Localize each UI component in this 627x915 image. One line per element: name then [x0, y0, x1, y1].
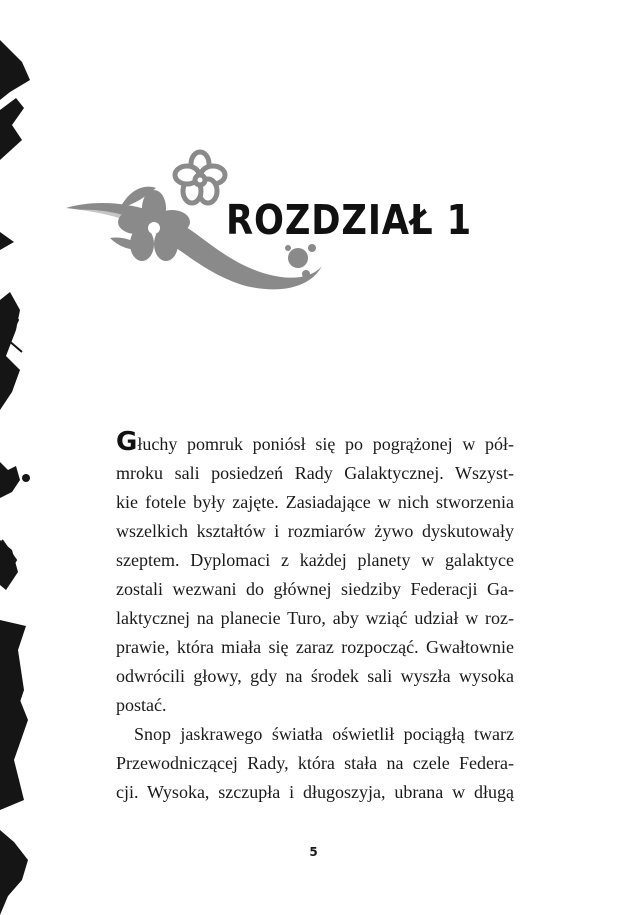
text-line: Przewodniczącej Rady, która stała na czele Federa- [116, 753, 514, 773]
text-line: szeptem. Dyplomaci z każdej planety w galaktyce [116, 550, 514, 570]
chapter-title: ROZDZIAŁ 1 [226, 196, 472, 244]
text-line: wszelkich kształtów i rozmiarów żywo dyskutowały [116, 521, 514, 541]
text-line: prawie, która miała się zaraz rozpocząć. Gwałtownie [116, 637, 514, 657]
body-text [116, 427, 514, 807]
paragraph-1 [116, 427, 514, 720]
page-number: 5 [309, 845, 318, 859]
text-line: postać. [116, 695, 167, 715]
paragraph-2 [116, 720, 514, 807]
text-line: kie fotele były zajęte. Zasiadające w nich stworzenia [116, 492, 514, 512]
text-line: mroku sali posiedzeń Rady Galaktycznej. Wszyst- [116, 463, 514, 483]
text-line: cji. Wysoka, szczupła i długoszyja, ubrana w długą [116, 782, 514, 802]
text-line: zostali wezwani do głównej siedziby Federacji Ga- [116, 579, 514, 599]
drop-cap: G [116, 427, 138, 457]
text-line: Snop jaskrawego światła oświetlił pociągłą twarz [134, 724, 514, 744]
text-line: Głuchy pomruk poniósł się po pogrążonej w pół- [116, 427, 514, 457]
left-border-ornament [0, 0, 60, 915]
text-line: odwrócili głowy, gdy na środek sali wyszła wysoka [116, 666, 514, 686]
text-line: laktycznej na planecie Turo, aby wziąć udział w roz- [116, 608, 514, 628]
